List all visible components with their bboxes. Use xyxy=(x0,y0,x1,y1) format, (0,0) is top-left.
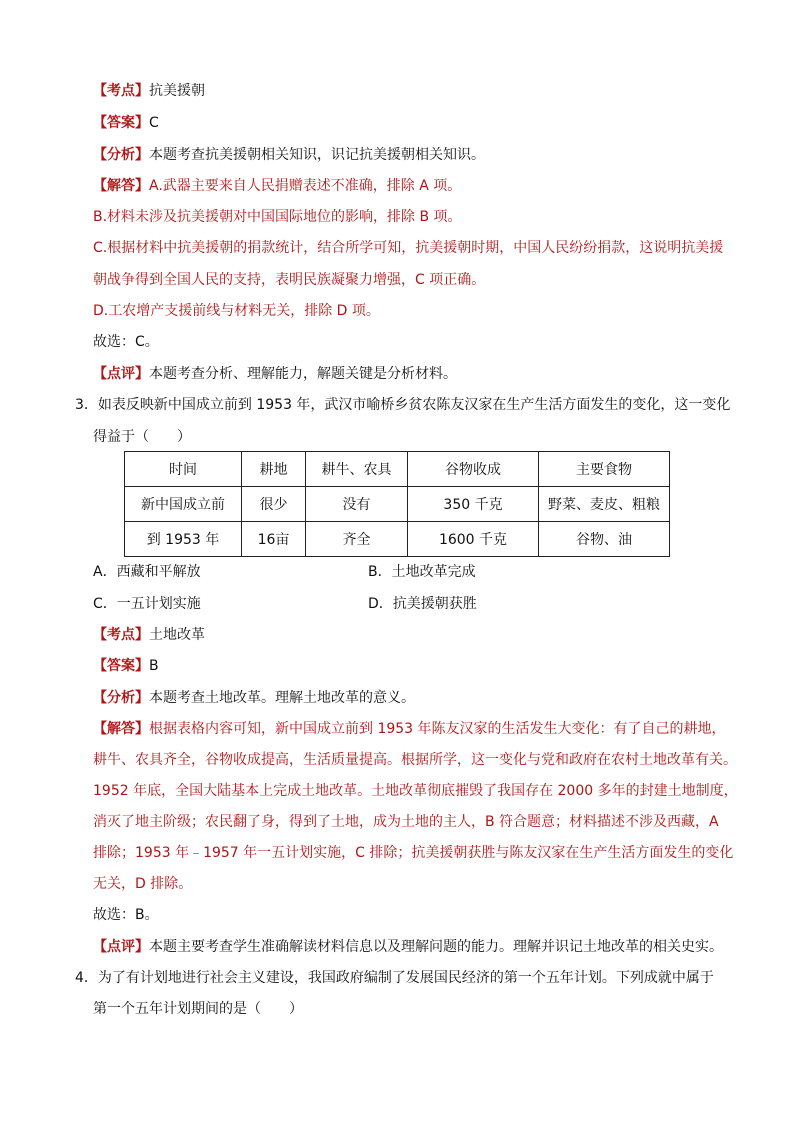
table-header-row xyxy=(125,452,670,487)
q4-stem-line2: 第一个五年计划期间的是（ ） xyxy=(93,1001,303,1017)
table-cell: 齐全 xyxy=(306,522,408,557)
q3-daan xyxy=(93,656,159,676)
table-cell: 新中国成立前 xyxy=(125,487,242,522)
kaodian-text: 土地改革 xyxy=(149,627,205,643)
q2-line-c2: 朝战争得到全国人民的支持，表明民族凝聚力增强，C 项正确。 xyxy=(93,272,486,288)
daan-tag: 【答案】 xyxy=(93,115,149,131)
dianping-tag: 【点评】 xyxy=(93,939,149,955)
q3-table xyxy=(124,451,670,557)
table-cell: 350 千克 xyxy=(408,487,539,522)
table-cell: 16亩 xyxy=(242,522,306,557)
q3-jieda-line: 1952 年底，全国大陆基本上完成土地改革。土地改革彻底摧毁了我国存在 2000 多年的封建土地制度， xyxy=(93,783,738,799)
q2-daan xyxy=(93,113,159,133)
jieda-text: A.武器主要来自人民捐赠表述不准确，排除 A 项。 xyxy=(149,178,462,194)
q3-jieda-line: 耕牛、农具齐全，谷物收成提高，生活质量提高。根据所学，这一变化与党和政府在农村土地改革有关。 xyxy=(93,752,737,768)
q2-line-d: D.工农增产支援前线与材料无关，排除 D 项。 xyxy=(93,303,380,319)
table-cell: 1600 千克 xyxy=(408,522,539,557)
table-cell: 到 1953 年 xyxy=(125,522,242,557)
jieda-tag: 【解答】 xyxy=(93,721,149,737)
daan-text: C xyxy=(149,115,159,131)
q2-line-c1: C.根据材料中抗美援朝的捐款统计，结合所学可知，抗美援朝时期，中国人民纷纷捐款，这说明抗美援 xyxy=(93,240,724,256)
q3-option-b: B．土地改革完成 xyxy=(368,564,476,580)
table-row xyxy=(125,522,670,557)
q3-stem-line1: 3．如表反映新中国成立前到 1953 年，武汉市喻桥乡贫农陈友汉家在生产生活方面发生的变化，这一变化 xyxy=(75,397,731,413)
kaodian-tag: 【考点】 xyxy=(93,627,149,643)
q3-guxuan: 故选：B。 xyxy=(93,907,159,923)
q2-jieda xyxy=(93,176,461,196)
table-cell: 没有 xyxy=(306,487,408,522)
q3-option-a: A．西藏和平解放 xyxy=(93,564,201,580)
q2-guxuan: 故选：C。 xyxy=(93,334,159,350)
table-header-cell: 耕牛、农具 xyxy=(306,452,408,487)
q4-stem-line1: 4．为了有计划地进行社会主义建设，我国政府编制了发展国民经济的第一个五年计划。下列成就中属于 xyxy=(75,970,714,986)
q3-jieda-line: 排除；1953 年﹣1957 年一五计划实施，C 排除；抗美援朝获胜与陈友汉家在生产生活方面发生的变化 xyxy=(93,845,734,861)
dianping-text: 本题主要考查学生准确解读材料信息以及理解问题的能力。理解并识记土地改革的相关史实。 xyxy=(149,939,723,955)
q3-jieda-line: 无关，D 排除。 xyxy=(93,876,193,892)
q3-stem-line2: 得益于（ ） xyxy=(93,429,191,445)
fenxi-text: 本题考查土地改革。理解土地改革的意义。 xyxy=(149,690,415,706)
q3-kaodian xyxy=(93,625,205,645)
daan-text: B xyxy=(149,658,159,674)
q3-fenxi xyxy=(93,688,415,708)
q2-fenxi xyxy=(93,145,485,165)
q3-option-c: C．一五计划实施 xyxy=(93,596,201,612)
dianping-tag: 【点评】 xyxy=(93,366,149,382)
table-cell: 很少 xyxy=(242,487,306,522)
table-row xyxy=(125,487,670,522)
q3-option-d: D．抗美援朝获胜 xyxy=(368,596,477,612)
table-cell: 野菜、麦皮、粗粮 xyxy=(539,487,670,522)
q3-jieda xyxy=(93,719,726,739)
fenxi-tag: 【分析】 xyxy=(93,147,149,163)
fenxi-text: 本题考查抗美援朝相关知识，识记抗美援朝相关知识。 xyxy=(149,147,485,163)
table-header-cell: 时间 xyxy=(125,452,242,487)
table-header-cell: 谷物收成 xyxy=(408,452,539,487)
dianping-text: 本题考查分析、理解能力，解题关键是分析材料。 xyxy=(149,366,457,382)
q2-kaodian xyxy=(93,81,205,101)
q3-dianping xyxy=(93,937,723,957)
q2-dianping xyxy=(93,364,457,384)
table-header-cell: 耕地 xyxy=(242,452,306,487)
q2-line-b: B.材料未涉及抗美援朝对中国国际地位的影响，排除 B 项。 xyxy=(93,209,462,225)
kaodian-text: 抗美援朝 xyxy=(149,83,205,99)
kaodian-tag: 【考点】 xyxy=(93,83,149,99)
table-cell: 谷物、油 xyxy=(539,522,670,557)
fenxi-tag: 【分析】 xyxy=(93,690,149,706)
q3-jieda-line: 消灭了地主阶级；农民翻了身，得到了土地，成为土地的主人，B 符合题意；材料描述不涉及西藏，A xyxy=(93,814,719,830)
table-header-cell: 主要食物 xyxy=(539,452,670,487)
daan-tag: 【答案】 xyxy=(93,658,149,674)
jieda-text: 根据表格内容可知，新中国成立前到 1953 年陈友汉家的生活发生大变化：有了自己的耕地， xyxy=(149,721,726,737)
jieda-tag: 【解答】 xyxy=(93,178,149,194)
